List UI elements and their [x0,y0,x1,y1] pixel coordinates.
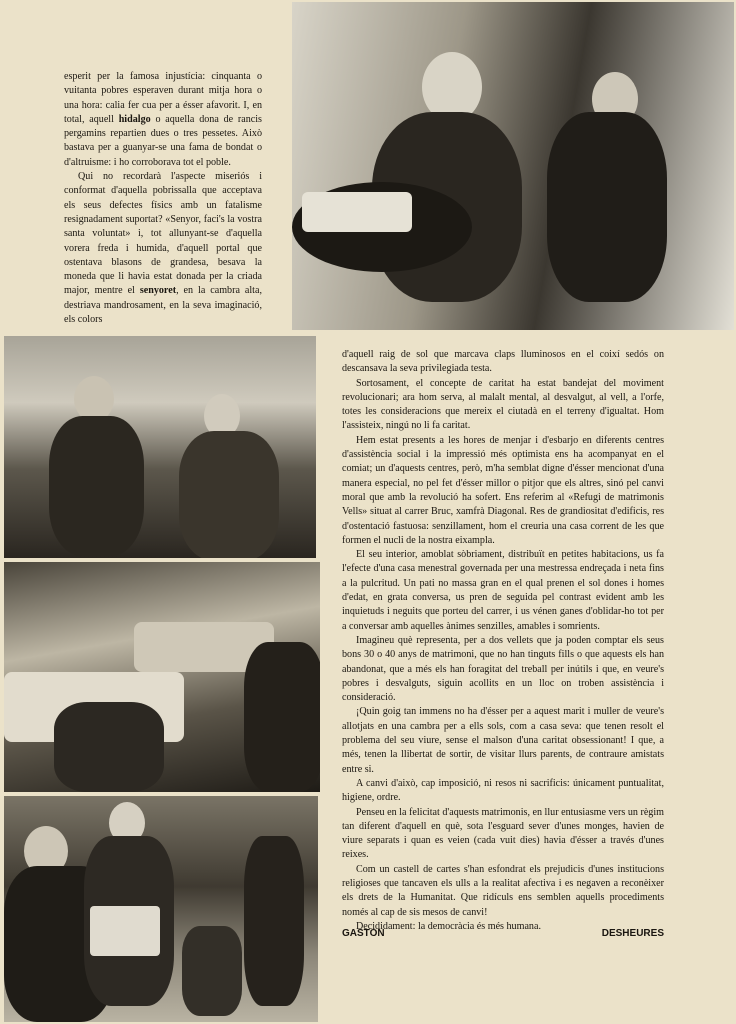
right-paragraph-3: Hem estat presents a les hores de menjar i d'esbarjo en diferents centres d'assistència social i la impressió més optimista ens ha acompanyat en el comiat; un d'aquests centres, però, m'ha semblat digne d'ésser mencionat d'una manera especial, no pel fet d'ésser millor o pitjor que els altres, sinó pel canvi moral que amb la revolució ha sofert. Ens referim al «Refugi de matrimonis Vells» situat al carrer Bruc, xamfrà Diagonal. Res de grandiositat d'edificis, res d'ostentació fastuosa: senzillament, hom el creuria una casa corrent de les que formen el nucli de la nostra eixampla. [342,434,664,546]
text-run: , en la cambra alta, destriava mandrosament, en la seva imaginació, els colors [64,285,262,326]
right-paragraph-7: A canvi d'això, cap imposició, ni resos ni sacrificis: únicament puntualitat, higiene, ordre. [342,777,664,804]
author-first-name: GASTON [342,928,385,939]
right-paragraph-10: Decididament: la democràcia és més humana. [356,920,541,932]
text-run: Qui no recordarà l'aspecte miseriós i conformat d'aquella pobrissalla que acceptava els seus defectes físics amb un fatalisme resignadament suportat? «Senyor, faci's la vostra santa voluntat» i, tot allunyant-se d'aquella vorera freda i humida, d'aquell portal que ostentava blasons de grandesa, besava la moneda que li havia estat donada per la criada major, mentre el [64,171,262,297]
right-paragraph-8: Penseu en la felicitat d'aquests matrimonis, en llur entusiasme vers un règim tan diferent d'aquell en què, sota l'esguard sever d'unes monges, havien de viure separats i quan es veien (cada vuit dies) havia d'ésser a través d'unes reixes. [342,806,664,861]
right-paragraph-5: Imagineu què representa, per a dos vellets que ja poden comptar els seus bons 30 o 40 anys de matrimoni, que no han tinguts fills o que aquests els han abandonat, que a més els han foragitat del treball per inútils i que, en veure's pobres i desvalguts, siguin acollits en un lloc on troben assistència i consideració. [342,634,664,704]
text-run: esperit per la famosa injustícia: cinquanta o vuitanta pobres esperaven durant mitja hora o una hora: calia fer cua per a ésser afavorit. I, en total, aquell [64,71,262,125]
author-last-name: DESHEURES [601,928,664,939]
bold-term-senyoret: senyoret [139,285,177,297]
right-paragraph-1: d'aquell raig de sol que marcava claps lluminosos en el coixí sedós on descansava la seva privilegiada testa. [342,349,664,375]
right-paragraph-4: El seu interior, amoblat sòbriament, distribuït en petites habitacions, us fa l'efecte d'una casa menestral governada per una mestressa endreçada i neta fins a la pulcritud. Un pati no massa gran en el qual prenen el sol dones i homes d'edat, en grata conversa, us pren de seguida pel contrast evident amb les inquietuds i neguits que porteu del carrer, i us vénen ganes d'oblidar-ho tot per a conversar amb aquelles ànimes senzilles, amables i somrients. [342,549,664,632]
text-run: o aquella dona de rancis pergamins repartien dues o tres pessetes. Això bastava per a guanyar-se una fama de bondat o d'altruisme: i ho corroborava tot el poble. [64,113,262,168]
photo-elderly-couple-reading [292,2,734,330]
left-text-column [64,70,262,327]
bold-term-hidalgo: hidalgo [118,113,151,125]
left-paragraph-1 [64,70,262,170]
photo-couple-in-garden [4,336,316,558]
author-signature [342,928,664,939]
right-text-column [342,348,664,934]
photo-dining-hall [4,562,320,792]
right-paragraph-6: ¡Quin goig tan immens no ha d'ésser per a aquest marit i muller de veure's allotjats en una cambra per a ells sols, com a casa seva: que tenen resolt el problema del seu viure, sense el malson d'una caritat obsessionant! I que, a més, tenen la llibertat de sortir, de visitar llurs parents, de contraure amistats entre si. [342,706,664,775]
photo-residents-in-courtyard [4,796,318,1022]
right-paragraph-9: Com un castell de cartes s'han esfondrat els prejudicis d'unes institucions religioses que tancaven els ulls a la realitat afectiva i es negaven a reconèixer els drets de la Humanitat. Que ridículs ens semblen aquells procediments només al cap de sis mesos de canvi! [342,863,664,918]
right-paragraph-2: Sortosament, el concepte de caritat ha estat bandejat del moviment revolucionari; ara hom serva, al malalt mental, al desvalgut, al vell, a l'orfe, totes les consideracions que mereix el ciutadà en el terreny d'igualtat. Hom l'assisteix, ningú no li fa caritat. [342,377,664,432]
left-paragraph-2 [64,170,262,327]
